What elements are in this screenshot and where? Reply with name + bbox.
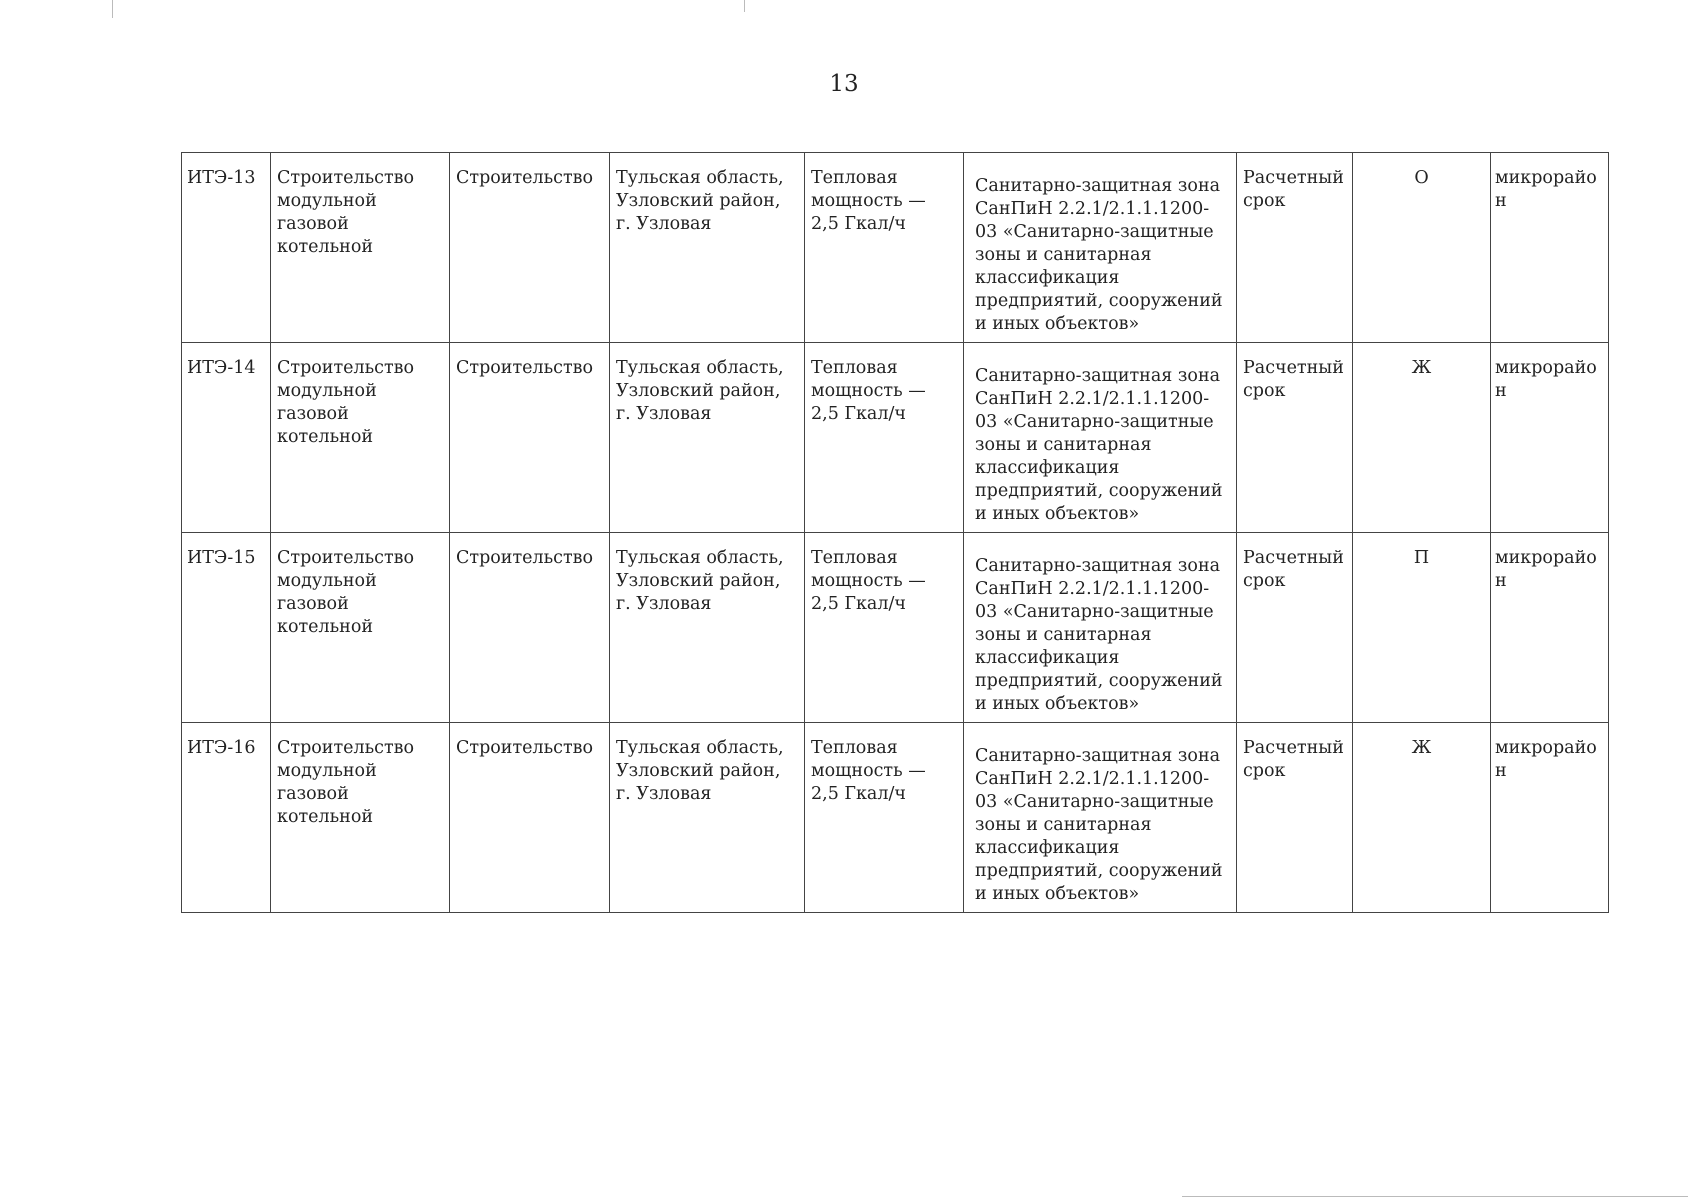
object-type: Строительство	[450, 723, 610, 913]
object-location: Тульская область, Узловский район, г. Узловая	[610, 533, 805, 723]
object-zone: Ж	[1353, 343, 1491, 533]
object-location: Тульская область, Узловский район, г. Узловая	[610, 153, 805, 343]
object-type: Строительство	[450, 153, 610, 343]
object-name: Строительство модульной газовой котельной	[271, 723, 450, 913]
object-zone: Ж	[1353, 723, 1491, 913]
scan-artifact-left-tick	[112, 0, 113, 18]
object-code: ИТЭ-16	[182, 723, 271, 913]
object-code: ИТЭ-14	[182, 343, 271, 533]
object-name: Строительство модульной газовой котельной	[271, 153, 450, 343]
object-name: Строительство модульной газовой котельной	[271, 343, 450, 533]
object-code: ИТЭ-13	[182, 153, 271, 343]
object-type: Строительство	[450, 343, 610, 533]
object-term: Расчетный срок	[1237, 343, 1353, 533]
object-zone: П	[1353, 533, 1491, 723]
table-row	[182, 723, 1609, 913]
object-capacity: Тепловая мощность — 2,5 Гкал/ч	[805, 343, 964, 533]
object-term: Расчетный срок	[1237, 533, 1353, 723]
object-zone: О	[1353, 153, 1491, 343]
object-capacity: Тепловая мощность — 2,5 Гкал/ч	[805, 153, 964, 343]
table-row	[182, 153, 1609, 343]
table-row	[182, 533, 1609, 723]
object-requirements: Санитарно-защитная зона СанПиН 2.2.1/2.1.1.1200-03 «Санитарно-защитные зоны и санитарная классификация предприятий, сооружений и иных объектов»	[964, 153, 1237, 343]
object-term: Расчетный срок	[1237, 153, 1353, 343]
page-number: 13	[829, 71, 859, 97]
object-name: Строительство модульной газовой котельной	[271, 533, 450, 723]
object-location: Тульская область, Узловский район, г. Узловая	[610, 343, 805, 533]
scan-artifact-right-tick	[744, 0, 745, 12]
object-term: Расчетный срок	[1237, 723, 1353, 913]
object-level: микрорайон	[1491, 533, 1609, 723]
object-requirements: Санитарно-защитная зона СанПиН 2.2.1/2.1.1.1200-03 «Санитарно-защитные зоны и санитарная классификация предприятий, сооружений и иных объектов»	[964, 723, 1237, 913]
object-capacity: Тепловая мощность — 2,5 Гкал/ч	[805, 723, 964, 913]
scan-artifact-bottom-line	[1182, 1196, 1688, 1197]
object-level: микрорайон	[1491, 343, 1609, 533]
table-row	[182, 343, 1609, 533]
object-code: ИТЭ-15	[182, 533, 271, 723]
object-requirements: Санитарно-защитная зона СанПиН 2.2.1/2.1.1.1200-03 «Санитарно-защитные зоны и санитарная классификация предприятий, сооружений и иных объектов»	[964, 533, 1237, 723]
object-requirements: Санитарно-защитная зона СанПиН 2.2.1/2.1.1.1200-03 «Санитарно-защитные зоны и санитарная классификация предприятий, сооружений и иных объектов»	[964, 343, 1237, 533]
object-capacity: Тепловая мощность — 2,5 Гкал/ч	[805, 533, 964, 723]
object-level: микрорайон	[1491, 723, 1609, 913]
object-level: микрорайон	[1491, 153, 1609, 343]
object-location: Тульская область, Узловский район, г. Узловая	[610, 723, 805, 913]
object-type: Строительство	[450, 533, 610, 723]
objects-table	[181, 152, 1609, 913]
